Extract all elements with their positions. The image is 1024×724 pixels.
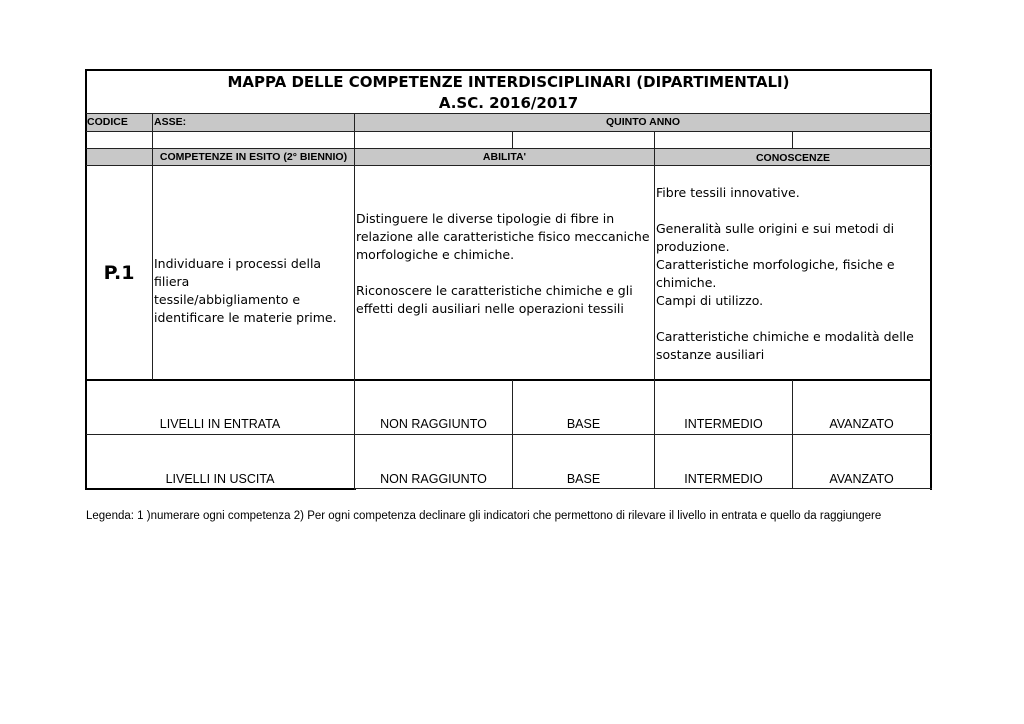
uscita-intermedio: INTERMEDIO (684, 472, 763, 486)
rule-blank-2 (654, 131, 655, 149)
entrata-base: BASE (566, 417, 601, 431)
header-codice: CODICE (87, 116, 128, 128)
academic-year: A.SC. 2016/2017 (438, 94, 579, 112)
competenza-text: Individuare i processi della filiera tessile/abbigliamento e identificare le materie prime. (154, 256, 337, 325)
uscita-non-raggiunto: NON RAGGIUNTO (380, 472, 487, 486)
table-border-top (85, 69, 932, 71)
document-title: MAPPA DELLE COMPETENZE INTERDISCIPLINARI (DIPARTIMENTALI) (227, 73, 790, 91)
entrata-avanzato: AVANZATO (829, 417, 894, 431)
table-border-bottom (85, 488, 356, 490)
uscita-avanzato: AVANZATO (829, 472, 894, 486)
rule-blank-3 (792, 131, 793, 149)
rule-content-bottom (86, 379, 931, 381)
uscita-base: BASE (566, 472, 601, 486)
conoscenze-text: Fibre tessili innovative. Generalità sulle origini e sui metodi di produzione. Caratteristiche morfologiche, fisiche e chimiche. Campi di utilizzo. Caratteristiche chimiche e modalità delle sostanze ausiliari (656, 185, 914, 362)
table-border-bottom-right (355, 488, 932, 489)
rule-col-competenze (354, 114, 355, 490)
rule-blank-row-bottom (86, 148, 931, 149)
livelli-entrata-label: LIVELLI IN ENTRATA (159, 417, 281, 431)
rule-blank-1 (512, 131, 513, 149)
rule-entrata-bottom (86, 434, 931, 435)
rule-title-bottom (86, 113, 931, 114)
rule-col-abilita (654, 149, 655, 380)
entrata-non-raggiunto: NON RAGGIUNTO (380, 417, 487, 431)
entrata-intermedio: INTERMEDIO (684, 417, 763, 431)
competence-code: P.1 (103, 262, 135, 284)
table-border-right (930, 69, 932, 490)
header-competenze: COMPETENZE IN ESITO (2° BIENNIO) (159, 151, 348, 163)
header-anno: QUINTO ANNO (605, 116, 681, 128)
livelli-uscita-label: LIVELLI IN USCITA (165, 472, 275, 486)
header-conoscenze: CONOSCENZE (755, 152, 831, 164)
header-abilita: ABILITA' (482, 151, 527, 163)
abilita-text: Distinguere le diverse tipologie di fibre in relazione alle caratteristiche fisico meccaniche morfologiche e chimiche. Riconoscere le caratteristiche chimiche e gli effetti degli ausiliari nelle operazioni tessili (356, 211, 650, 316)
rule-header-bottom (86, 131, 931, 132)
header-asse: ASSE: (154, 116, 187, 128)
rule-colheader-bottom (86, 165, 931, 166)
legend-text: Legenda: 1 )numerare ogni competenza 2) Per ogni competenza declinare gli indicatori che permettono di rilevare il livello in entrata e quello da raggiungere (86, 510, 882, 522)
